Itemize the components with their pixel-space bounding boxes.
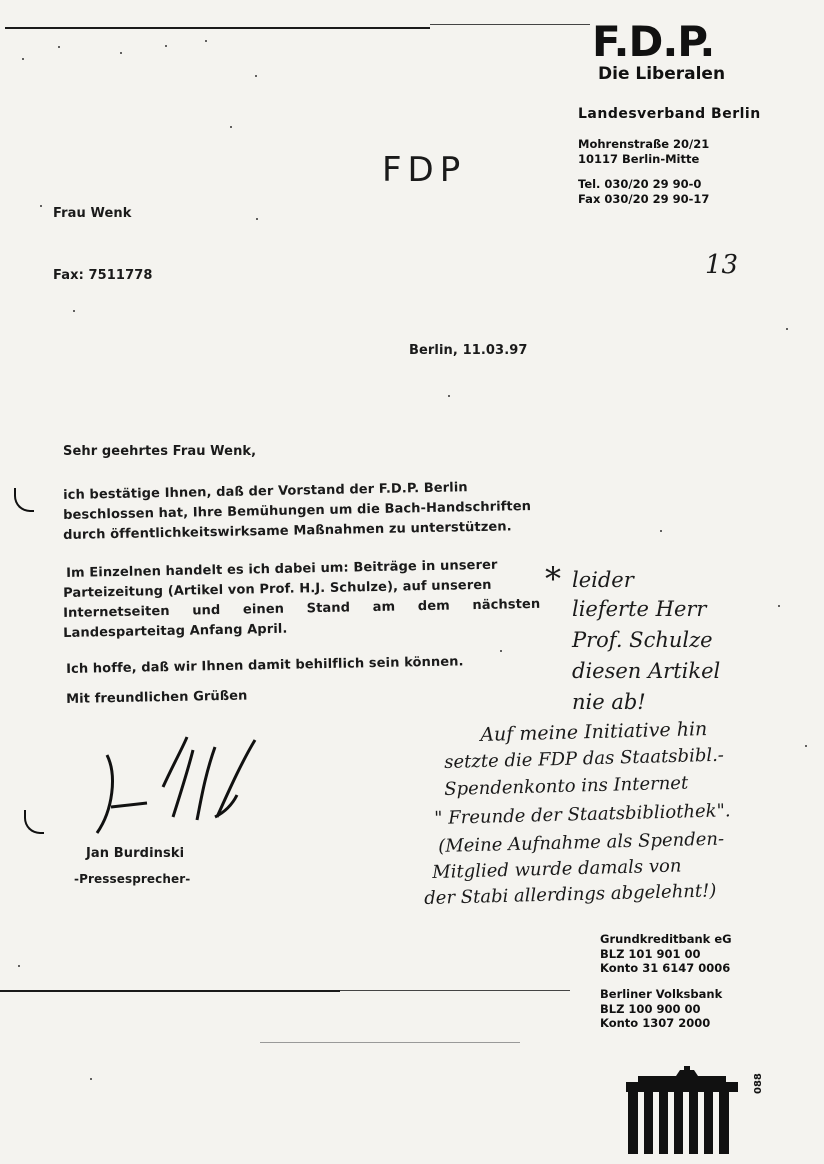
- body-paragraph-2-line: Parteizeitung (Artikel von Prof. H.J. Schulze), auf unseren: [63, 577, 492, 601]
- scan-speck: [778, 605, 780, 607]
- bank-1-name: Grundkreditbank eG: [600, 932, 732, 946]
- handwritten-bottom-line: Mitglied wurde damals von: [432, 855, 682, 883]
- handwritten-bottom-line: der Stabi allerdings abgelehnt!): [424, 880, 717, 909]
- scan-speck: [73, 310, 75, 312]
- bank-2-name: Berliner Volksbank: [600, 987, 723, 1001]
- handwritten-bottom-line: setzte die FDP das Staatsbibl.-: [444, 744, 725, 773]
- scan-speck: [58, 46, 60, 48]
- scan-speck: [805, 745, 807, 747]
- handwritten-asterisk: *: [545, 560, 561, 598]
- scan-speck: [40, 205, 42, 207]
- body-paragraph-1-line: ich bestätige Ihnen, daß der Vorstand der F.D.P. Berlin: [63, 480, 468, 503]
- margin-bracket: [24, 810, 44, 834]
- handwritten-margin-line: Prof. Schulze: [572, 628, 713, 652]
- bank-1-blz: BLZ 101 901 00: [600, 947, 701, 961]
- recipient-fax: Fax: 7511778: [53, 268, 153, 283]
- letter-date: Berlin, 11.03.97: [409, 343, 528, 358]
- fax-number: Fax 030/20 29 90-17: [578, 192, 710, 206]
- scan-speck: [18, 965, 20, 967]
- handwritten-margin-line: lieferte Herr: [572, 597, 707, 621]
- margin-bracket: [14, 488, 34, 512]
- fdp-logo-subtitle: Die Liberalen: [598, 64, 726, 84]
- handwritten-page-number: 13: [705, 250, 739, 280]
- scan-speck: [786, 328, 788, 330]
- handwritten-margin-line: leider: [572, 568, 634, 592]
- scan-speck: [120, 52, 122, 54]
- top-rule-right: [430, 24, 590, 25]
- body-paragraph-2-line: Im Einzelnen handelt es ich dabei um: Beiträge in unserer: [66, 557, 498, 581]
- closing-greeting: Mit freundlichen Grüßen: [66, 688, 248, 707]
- body-paragraph-3: Ich hoffe, daß wir Ihnen damit behilflich sein können.: [66, 654, 464, 677]
- bottom-rule-right: [340, 990, 570, 991]
- body-paragraph-2-line: Landesparteitag Anfang April.: [63, 621, 288, 641]
- address-line-2: 10117 Berlin-Mitte: [578, 152, 700, 166]
- telephone: Tel. 030/20 29 90-0: [578, 177, 702, 191]
- bank-2-blz: BLZ 100 900 00: [600, 1002, 701, 1016]
- handwritten-margin-line: nie ab!: [572, 690, 646, 714]
- scan-speck: [230, 126, 232, 128]
- footer-code: 088: [753, 1073, 764, 1094]
- handwritten-bottom-line: Spendenkonto ins Internet: [444, 772, 689, 800]
- organization-name: Landesverband Berlin: [578, 106, 761, 122]
- bank-2-konto: Konto 1307 2000: [600, 1016, 711, 1030]
- scan-speck: [22, 58, 24, 60]
- scan-speck: [660, 530, 662, 532]
- top-rule-left: [5, 27, 430, 29]
- scan-speck: [448, 395, 450, 397]
- handwritten-bottom-line: Auf meine Initiative hin: [480, 718, 708, 746]
- fdp-logo: F.D.P.: [592, 17, 715, 66]
- handwritten-bottom-line: (Meine Aufnahme als Spenden-: [438, 828, 725, 857]
- bank-1-konto: Konto 31 6147 0006: [600, 961, 731, 975]
- scan-speck: [500, 650, 502, 652]
- scan-speck: [90, 1078, 92, 1080]
- bottom-rule-left: [0, 990, 340, 992]
- body-paragraph-1-line: beschlossen hat, Ihre Bemühungen um die Bach-Handschriften: [63, 499, 532, 523]
- recipient-name: Frau Wenk: [53, 206, 132, 221]
- scan-speck: [255, 75, 257, 77]
- signer-role: -Pressesprecher-: [74, 872, 191, 886]
- address-line-1: Mohrenstraße 20/21: [578, 137, 710, 151]
- brandenburg-gate-icon: [616, 1062, 746, 1158]
- handwritten-bottom-line: " Freunde der Staatsbibliothek".: [434, 800, 731, 829]
- handwritten-fdp-note: FDP: [382, 150, 467, 190]
- scan-speck: [165, 45, 167, 47]
- signature-drawing: [55, 725, 275, 840]
- scan-speck: [205, 40, 207, 42]
- signer-name: Jan Burdinski: [86, 846, 185, 861]
- bottom-rule-faint: [260, 1042, 520, 1043]
- salutation: Sehr geehrtes Frau Wenk,: [63, 444, 257, 459]
- scan-speck: [256, 218, 258, 220]
- body-paragraph-2-line: Internetseiten und einen Stand am dem nächsten: [63, 596, 541, 621]
- handwritten-margin-line: diesen Artikel: [572, 659, 721, 683]
- body-paragraph-1-line: durch öffentlichkeitswirksame Maßnahmen zu unterstützen.: [63, 519, 512, 543]
